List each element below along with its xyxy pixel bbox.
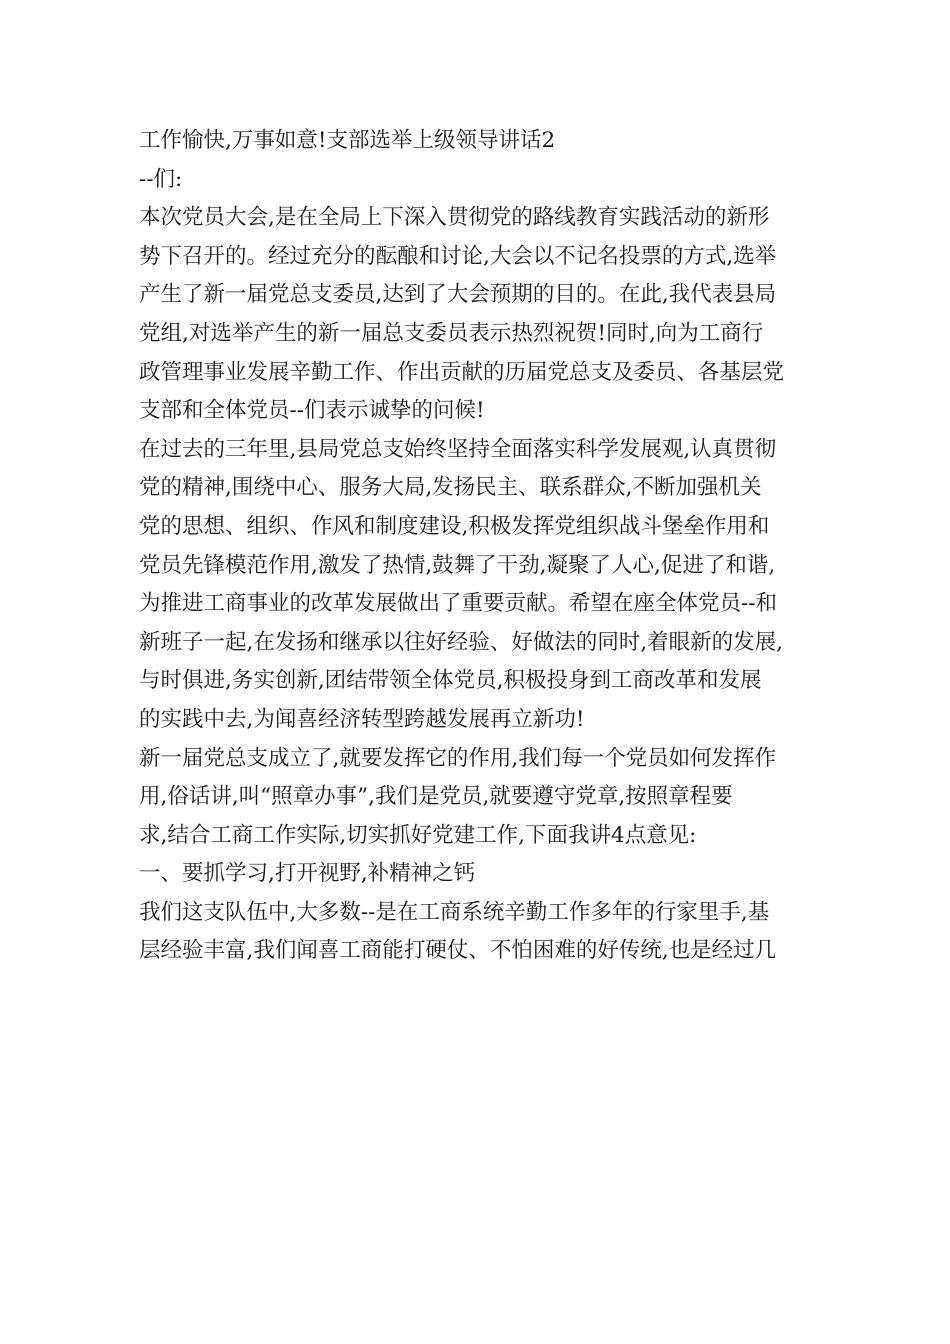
text-line: 本次党员大会,是在全局上下深入贯彻党的路线教育实践活动的新形	[139, 205, 770, 231]
document-body	[139, 122, 829, 971]
text-line: 产生了新一届党总支委员,达到了大会预期的目的。在此,我代表县局	[139, 282, 777, 308]
text-line: 求,结合工商工作实际,切实抓好党建工作,下面我讲4点意见:	[139, 822, 697, 848]
text-line: 党的精神,围绕中心、服务大局,发扬民主、联系群众,不断加强机关	[139, 475, 762, 501]
text-line: 党员先锋模范作用,激发了热情,鼓舞了干劲,凝聚了人心,促进了和谐,	[139, 552, 776, 578]
text-line: 新一届党总支成立了,就要发挥它的作用,我们每一个党员如何发挥作	[139, 745, 777, 771]
text-line: 一、要抓学习,打开视野,补精神之钙	[139, 861, 476, 887]
text-line: 党组,对选举产生的新一届总支委员表示热烈祝贺!同时,向为工商行	[139, 320, 764, 346]
text-line: 我们这支队伍中,大多数--是在工商系统辛勤工作多年的行家里手,基	[139, 899, 770, 925]
text-line: --们:	[139, 166, 183, 192]
text-line: 新班子一起,在发扬和继承以往好经验、好做法的同时,着眼新的发展,	[139, 629, 784, 655]
text-line: 党的思想、组织、作风和制度建设,积极发挥党组织战斗堡垒作用和	[139, 513, 770, 539]
text-line: 层经验丰富,我们闻喜工商能打硬仗、不怕困难的好传统,也是经过几	[139, 938, 777, 964]
text-line: 政管理事业发展辛勤工作、作出贡献的历届党总支及委员、各基层党	[139, 359, 785, 385]
text-line: 在过去的三年里,县局党总支始终坚持全面落实科学发展观,认真贯彻	[139, 436, 777, 462]
text-line: 支部和全体党员--们表示诚挚的问候!	[139, 398, 485, 424]
text-line: 工作愉快,万事如意!支部选举上级领导讲话2	[139, 128, 556, 153]
text-line: 为推进工商事业的改革发展做出了重要贡献。希望在座全体党员--和	[139, 591, 778, 617]
text-line: 用,俗话讲,叫“照章办事”,我们是党员,就要遵守党章,按照章程要	[139, 784, 733, 810]
text-line: 与时俱进,务实创新,团结带领全体党员,积极投身到工商改革和发展	[139, 668, 762, 694]
text-line: 的实践中去,为闻喜经济转型跨越发展再立新功!	[139, 706, 585, 732]
text-line: 势下召开的。经过充分的酝酿和讨论,大会以不记名投票的方式,选举	[139, 243, 777, 269]
